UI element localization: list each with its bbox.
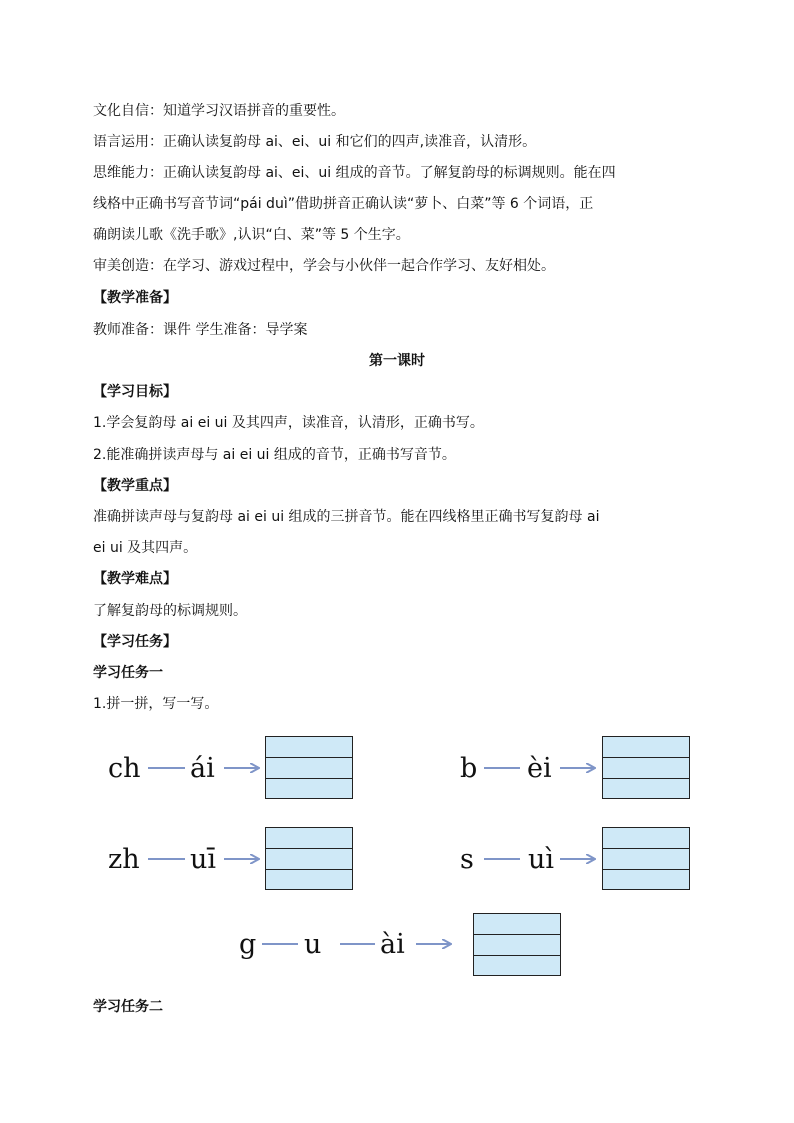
section-heading: 【教学难点】 [93, 571, 177, 587]
writing-grid[interactable] [473, 913, 561, 976]
text-line: 线格中正确书写音节词“pái duì”借助拼音正确认读“萝卜、白菜”等 6 个词语，正 [93, 196, 594, 212]
writing-grid[interactable] [265, 736, 353, 799]
text-line: 准确拼读声母与复韵母 ai ei ui 组成的三拼音节。能在四线格里正确书写复韵母 ai [93, 509, 600, 525]
pinyin-final: uī [190, 844, 217, 875]
section-heading: 【学习任务】 [93, 634, 177, 650]
text-line: 了解复韵母的标调规则。 [93, 603, 247, 619]
text-line: 思维能力：正确认读复韵母 ai、ei、ui 组成的音节。了解复韵母的标调规则。能在四 [93, 165, 616, 181]
pinyin-initial: s [460, 844, 474, 875]
task-heading: 学习任务一 [93, 665, 163, 681]
text-line: 1.拼一拼，写一写。 [93, 696, 219, 712]
text-line: ei ui 及其四声。 [93, 540, 198, 556]
writing-grid[interactable] [602, 827, 690, 890]
text-line: 审美创造：在学习、游戏过程中，学会与小伙伴一起合作学习、友好相处。 [93, 258, 555, 274]
text-line: 文化自信：知道学习汉语拼音的重要性。 [93, 103, 345, 119]
text-line: 语言运用：正确认读复韵母 ai、ei、ui 和它们的四声,读准音，认清形。 [93, 134, 537, 150]
section-heading: 【教学准备】 [93, 290, 177, 306]
pinyin-medial: u [304, 929, 322, 960]
text-line: 2.能准确拼读声母与 ai ei ui 组成的音节，正确书写音节。 [93, 447, 456, 463]
section-heading: 【教学重点】 [93, 478, 177, 494]
writing-grid[interactable] [265, 827, 353, 890]
text-line: 确朗读儿歌《洗手歌》,认识“白、菜”等 5 个生字。 [93, 227, 410, 243]
pinyin-final: ài [380, 929, 405, 960]
pinyin-final: uì [528, 844, 555, 875]
lesson-title: 第一课时 [369, 353, 425, 369]
section-heading: 【学习目标】 [93, 384, 177, 400]
writing-grid[interactable] [602, 736, 690, 799]
pinyin-initial: b [460, 753, 478, 784]
pinyin-initial: ch [108, 753, 141, 784]
pinyin-final: ái [190, 753, 215, 784]
pinyin-final: èi [527, 753, 552, 784]
task-heading: 学习任务二 [93, 999, 163, 1015]
pinyin-initial: g [239, 929, 257, 960]
text-line: 教师准备：课件 学生准备：导学案 [93, 322, 308, 338]
text-line: 1.学会复韵母 ai ei ui 及其四声，读准音，认清形，正确书写。 [93, 415, 484, 431]
pinyin-initial: zh [108, 844, 140, 875]
